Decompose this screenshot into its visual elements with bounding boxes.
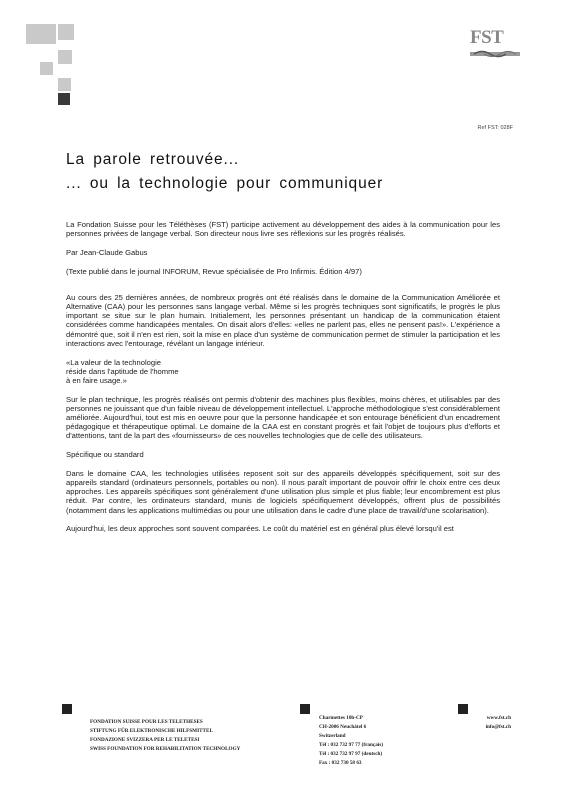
address-city: CH-2006 Neuchâtel 6 [319,723,367,730]
title-line-2: ... ou la technologie pour communiquer [66,175,384,192]
website-link[interactable]: www.fst.ch [486,715,511,721]
page-footer [0,702,565,800]
article-body [66,220,500,543]
contact-address [319,714,383,767]
logo-text: FST [470,27,504,48]
decor-square [58,93,70,105]
decor-square [26,24,56,44]
footer-square [300,704,310,714]
quote-line: à en faire usage.» [66,375,127,385]
body-paragraph-4: Aujourd'hui, les deux approches sont souvent comparées. Le coût du matériel est en général plus élevé lorsqu'il est [66,524,454,534]
decor-square [58,24,74,40]
web-contact [486,714,511,732]
intro-paragraph: La Fondation Suisse pour les Téléthèses (FST) participe activement au développement des aides à la communication pour les personnes privées de langage verbal. Son directeur nous livre ses réflexions sur les progrès réalisés. [66,220,500,239]
fst-logo [470,28,522,59]
decor-square [58,78,71,91]
address-country: Switzerland [319,732,346,739]
email-link[interactable]: info@fst.ch [485,724,511,730]
foundation-name-fr: FONDATION SUISSE POUR LES TELETHESES [90,719,203,725]
body-paragraph-3: Dans le domaine CAA, les technologies utilisées reposent soit sur des appareils développés spécifiquement, soit sur des appareils standard (ordinateurs personnels, portables ou non). Il nous paraît important de pouvoir offrir le choix entre ces deux approches. Les appareils spécifiques sont généralement d'une utilisation plus simple et plus fiable; leur encombrement est plus réduit. Par contre, les ordinateurs standard, munis de logiciels spécifiquement développés, offrent plus de possibilités (notamment dans les applications multimédias ou pour une utilisation dans le cadre d'une place de travail/d'une scolarisation). [66,468,500,515]
source-line: (Texte publié dans le journal INFORUM, Revue spécialisée de Pro Infirmis. Édition 4/97) [66,266,362,276]
foundation-name-de: STIFTUNG FÜR ELEKTRONISCHE HILFSMITTEL [90,728,213,734]
footer-square [458,704,468,714]
body-paragraph-1: Au cours des 25 dernières années, de nombreux progrès ont été réalisés dans le domaine de la Communication Améliorée et Alternative (CAA) pour les personnes sans langage verbal. Même si les progrès techniques sont significatifs, le progrès le plus important se situe sur le plan humain. Initialement, les personnes présentant un handicap de la communication étaient considérées comme handicapées mentales. On disait alors d'elles: «elles ne parlent pas, elles ne pensent pas!». L'expérience a démontré que, soit il n'en est rien, soit la mise en place d'un système de communication permet de stimuler la participation et les interactions avec l'entourage, révélant un langage intérieur. [66,292,500,348]
foundation-name-en: SWISS FOUNDATION FOR REHABILITATION TECHNOLOGY [90,746,241,752]
quote-block [66,358,500,386]
address-street: Charmettes 10b-CP [319,715,363,721]
decor-square [58,50,72,64]
foundation-names [90,718,240,754]
footer-square [62,704,72,714]
foundation-name-it: FONDAZIONE SVIZZERA PER LE TELETESI [90,737,200,743]
phone-fr: Tél : 032 732 97 77 (français) [319,741,383,748]
quote-line: «La valeur de la technologie [66,357,161,367]
author-line: Par Jean-Claude Gabus [66,247,148,257]
reference-number: Ref FST: 028F [477,125,513,131]
decor-square [40,62,53,75]
fst-wave-logo-icon [470,49,520,59]
quote-line: réside dans l'aptitude de l'homme [66,366,179,376]
section-subheading: Spécifique ou standard [66,450,144,460]
body-paragraph-2: Sur le plan technique, les progrès réalisés ont permis d'obtenir des machines plus flexibles, moins chères, et utilisables par des personnes ne jouissant que d'un faible niveau de développement intellectuel. L'approche méthodologique s'est considérablement améliorée. Aujourd'hui, tout est mis en oeuvre pour que la personne handicapée et son entourage bénéficient d'un encadrement pédagogique et thérapeutique optimal. Le domaine de la CAA est en constant progrès et fait l'objet de toujours plus d'efforts et d'attentions, tant de la part des «fournisseurs» de ces nouvelles technologies que de celle des utilisateurs. [66,394,500,441]
fax-number: Fax : 032 730 58 63 [319,759,362,766]
title-line-1: La parole retrouvée... [66,151,240,168]
phone-de: Tél : 032 732 97 97 (deutsch) [319,750,383,757]
